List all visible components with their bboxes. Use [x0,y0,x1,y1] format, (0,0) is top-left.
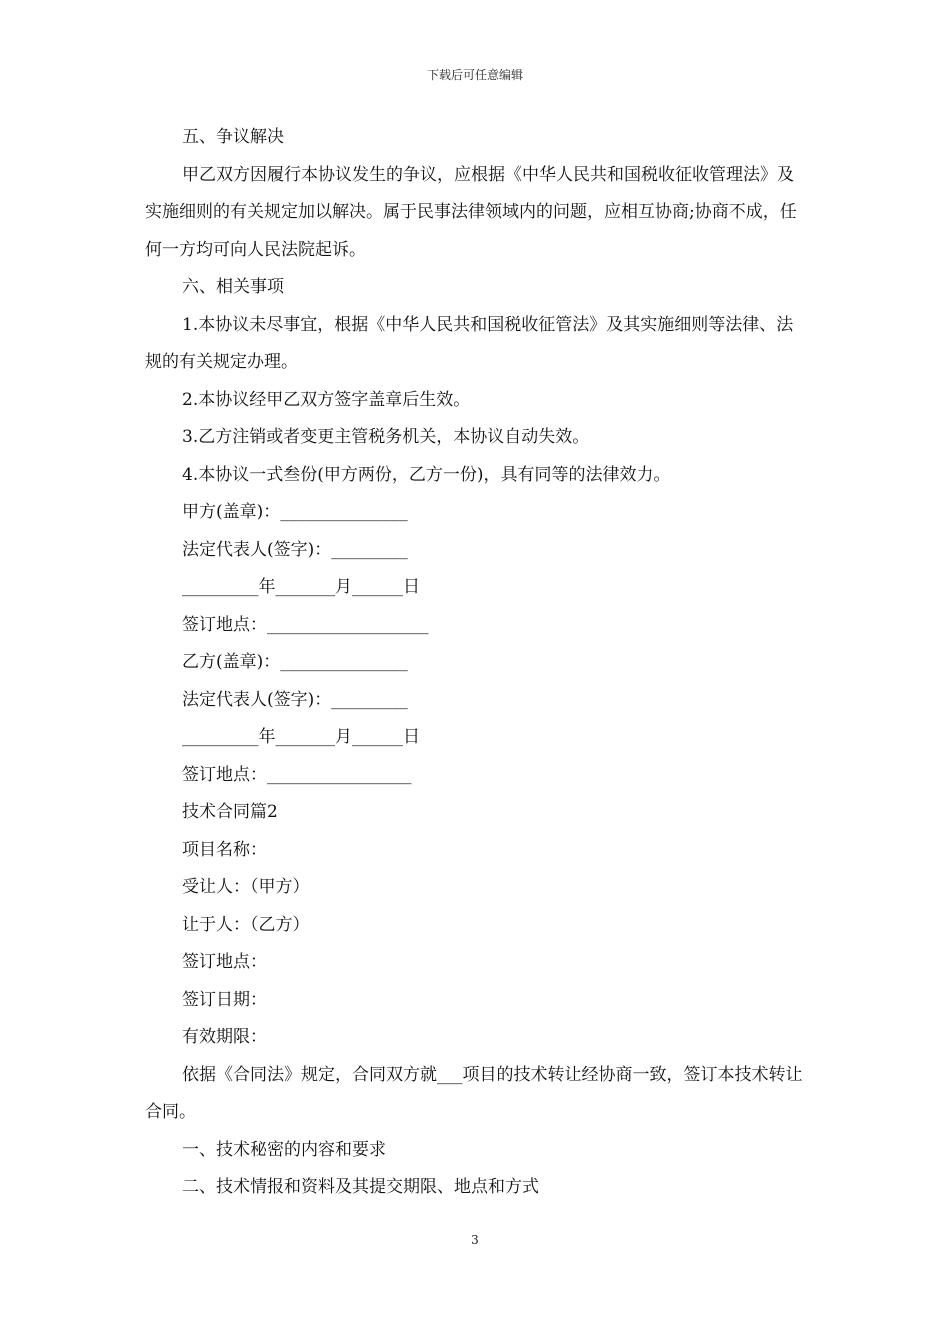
paragraph: _________年_______月______日 [182,577,420,597]
paragraph: 一、技术秘密的内容和要求 [182,1139,386,1160]
paragraph: 甲乙双方因履行本协议发生的争议，应根据《中华人民共和国税收征收管理法》及实施细则的有关规定加以解决。属于民事法律领域内的问题，应相互协商;协商不成，任何一方均可向人民法院起诉。 [145,164,797,260]
paragraph: 签订地点：___________________ [182,614,429,635]
paragraph: 让于人：（乙方） [182,914,310,935]
paragraph: 法定代表人(签字)：_________ [182,689,408,710]
paragraph: 六、相关事项 [182,277,284,297]
paragraph: _________年_______月______日 [182,727,420,747]
paragraph: 签订日期： [182,989,267,1010]
paragraph: 签订地点： [182,952,267,972]
paragraph: 有效期限： [182,1027,267,1047]
page-number: 3 [471,1233,479,1247]
paragraph: 3.乙方注销或者变更主管税务机关，本协议自动失效。 [182,427,590,447]
paragraph: 1.本协议未尽事宜，根据《中华人民共和国税收征管法》及其实施细则等法律、法规的有关规定办理。 [145,314,794,372]
paragraph: 二、技术情报和资料及其提交期限、地点和方式 [182,1177,539,1197]
paragraph: 五、争议解决 [182,127,284,147]
paragraph: 项目名称： [182,839,267,860]
paragraph: 依据《合同法》规定，合同双方就___项目的技术转让经协商一致，签订本技术转让合同。 [145,1064,803,1122]
paragraph: 乙方(盖章)：_______________ [182,652,408,672]
paragraph: 技术合同篇2 [182,802,278,822]
document-body [145,119,807,1207]
paragraph: 法定代表人(签字)：_________ [182,539,408,560]
paragraph: 甲方(盖章)：_______________ [182,502,408,522]
paragraph: 受让人：（甲方） [182,877,310,897]
paragraph: 4.本协议一式叁份(甲方两份，乙方一份)，具有同等的法律效力。 [182,464,671,485]
paragraph: 签订地点：_________________ [182,764,412,785]
paragraph: 2.本协议经甲乙双方签字盖章后生效。 [182,389,471,410]
page-header: 下载后可任意编辑 [426,68,523,82]
